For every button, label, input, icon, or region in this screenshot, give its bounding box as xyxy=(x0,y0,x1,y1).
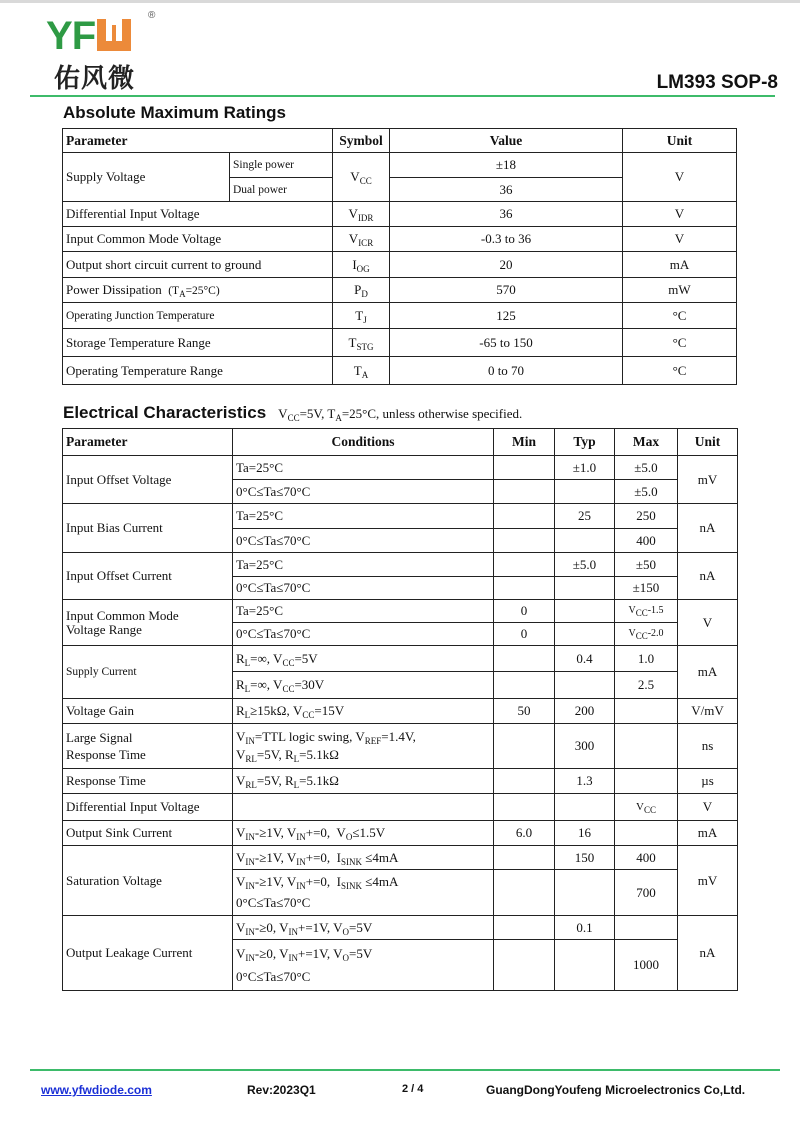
unit-cell: V xyxy=(623,202,737,227)
param-cell: Response Time xyxy=(63,769,233,794)
table-row xyxy=(63,699,738,724)
condition-cell: $V_{IN}-\ge 1V$, $V_{IN}+=0$, $V_O\le 1.5V$ xyxy=(233,821,494,846)
unit-cell: mW xyxy=(623,278,737,303)
typ-cell xyxy=(555,623,615,646)
max-cell: 250 xyxy=(615,504,678,529)
header-min: Min xyxy=(494,429,555,456)
condition-cell: Ta=25°C xyxy=(233,600,494,623)
unit-cell: nA xyxy=(678,916,738,991)
table-row xyxy=(63,504,738,529)
table-row xyxy=(63,821,738,846)
condition-cell: $V_{IN}-\ge 1V$, $V_{IN}+=0$, $I_{SINK} \le 4mA$ 0°C≤Ta≤70°C xyxy=(233,870,494,916)
param-supply-voltage: Supply Voltage xyxy=(63,153,230,202)
header-typ: Typ xyxy=(555,429,615,456)
logo-letter-y: Y xyxy=(46,14,72,58)
param-cell: Power Dissipation $(T_A=25^\circ C)$ xyxy=(63,278,333,303)
table-header-row xyxy=(63,129,737,153)
max-cell xyxy=(615,821,678,846)
min-cell xyxy=(494,870,555,916)
max-cell: 400 xyxy=(615,529,678,553)
min-cell: 0 xyxy=(494,600,555,623)
typ-cell xyxy=(555,870,615,916)
condition-cell: $V_{IN}-\ge 0$, $V_{IN}+=1V$, $V_O=5V$ 0°C≤Ta≤70°C xyxy=(233,940,494,991)
value-cell: 125 xyxy=(390,303,623,329)
param-cell: Input Common Mode Voltage xyxy=(63,227,333,252)
symbol-cell: $T_{STG}$ xyxy=(333,329,390,357)
footer-revision: Rev:2023Q1 xyxy=(247,1083,316,1097)
unit-cell: °C xyxy=(623,329,737,357)
unit-cell: V xyxy=(623,227,737,252)
typ-cell xyxy=(555,600,615,623)
symbol-vcc: $V_{CC}$ xyxy=(333,153,390,202)
value-cell: -0.3 to 36 xyxy=(390,227,623,252)
unit-cell: °C xyxy=(623,357,737,385)
min-cell xyxy=(494,480,555,504)
unit-cell: V xyxy=(678,600,738,646)
table-row xyxy=(63,846,738,870)
max-cell: 1.0 xyxy=(615,646,678,672)
min-cell xyxy=(494,794,555,821)
condition-cell: 0°C≤Ta≤70°C xyxy=(233,577,494,600)
max-cell: 1000 xyxy=(615,940,678,991)
param-cell: Operating Junction Temperature xyxy=(63,303,333,329)
unit-cell: mV xyxy=(678,456,738,504)
param-cell: Large Signal Response Time xyxy=(63,724,233,769)
min-cell xyxy=(494,504,555,529)
value-single: ±18 xyxy=(390,153,623,178)
max-cell xyxy=(615,916,678,940)
table-row xyxy=(63,600,738,623)
unit-cell: µs xyxy=(678,769,738,794)
condition-cell: Ta=25°C xyxy=(233,456,494,480)
table-row xyxy=(63,724,738,769)
elec-conditions-note: $V_{CC}=5V$, $T_A=25^\circ C$, unless otherwise specified. xyxy=(278,406,523,423)
condition-cell: $V_{IN}-\ge 0$, $V_{IN}+=1V$, $V_O=5V$ xyxy=(233,916,494,940)
min-cell xyxy=(494,916,555,940)
footer-page-number: 2 / 4 xyxy=(402,1083,424,1095)
elec-char-table xyxy=(62,428,738,991)
table-row xyxy=(63,303,737,329)
max-cell: $V_{CC}-2.0$ xyxy=(615,623,678,646)
max-cell: ±5.0 xyxy=(615,480,678,504)
condition-cell: $R_L\ge 15k\Omega$, $V_{CC}=15V$ xyxy=(233,699,494,724)
condition-cell: Ta=25°C xyxy=(233,504,494,529)
typ-cell xyxy=(555,480,615,504)
param-cell: Differential Input Voltage xyxy=(63,794,233,821)
logo-chinese-name: 佑风微 xyxy=(54,64,136,94)
table-row xyxy=(63,227,737,252)
symbol-cell: $T_A$ xyxy=(333,357,390,385)
logo-letters xyxy=(46,16,131,56)
typ-cell: 150 xyxy=(555,846,615,870)
table-row xyxy=(63,769,738,794)
min-cell xyxy=(494,724,555,769)
param-cell: Operating Temperature Range xyxy=(63,357,333,385)
table-row xyxy=(63,252,737,278)
unit-cell: mA xyxy=(678,821,738,846)
max-cell: ±5.0 xyxy=(615,456,678,480)
table-row xyxy=(63,646,738,672)
min-cell xyxy=(494,672,555,699)
unit-cell: nA xyxy=(678,553,738,600)
symbol-cell: $V_{IDR}$ xyxy=(333,202,390,227)
unit-cell: °C xyxy=(623,303,737,329)
table-row xyxy=(63,456,738,480)
footer-rule xyxy=(30,1069,780,1071)
typ-cell: ±1.0 xyxy=(555,456,615,480)
typ-cell: 16 xyxy=(555,821,615,846)
abs-max-table xyxy=(62,128,737,385)
elec-char-title xyxy=(63,403,522,423)
header-parameter: Parameter xyxy=(63,129,333,153)
max-cell: ±50 xyxy=(615,553,678,577)
value-cell: -65 to 150 xyxy=(390,329,623,357)
typ-cell xyxy=(555,794,615,821)
condition-cell: $V_{IN}-\ge 1V$, $V_{IN}+=0$, $I_{SINK} \le 4mA$ xyxy=(233,846,494,870)
table-row xyxy=(63,553,738,577)
table-row xyxy=(63,153,737,178)
condition-cell: 0°C≤Ta≤70°C xyxy=(233,529,494,553)
param-cell: Storage Temperature Range xyxy=(63,329,333,357)
symbol-cell: $P_D$ xyxy=(333,278,390,303)
sub-single-power: Single power xyxy=(230,153,333,178)
condition-cell: $V_{RL}=5V$, $R_L=5.1k\Omega$ xyxy=(233,769,494,794)
typ-cell: 300 xyxy=(555,724,615,769)
header-unit: Unit xyxy=(678,429,738,456)
max-cell: 700 xyxy=(615,870,678,916)
value-dual: 36 xyxy=(390,178,623,202)
table-header-row xyxy=(63,429,738,456)
param-cell: Saturation Voltage xyxy=(63,846,233,916)
header-symbol: Symbol xyxy=(333,129,390,153)
header-parameter: Parameter xyxy=(63,429,233,456)
max-cell xyxy=(615,769,678,794)
value-cell: 36 xyxy=(390,202,623,227)
table-row xyxy=(63,202,737,227)
value-cell: 570 xyxy=(390,278,623,303)
param-cell: Output short circuit current to ground xyxy=(63,252,333,278)
symbol-cell: $I_{OG}$ xyxy=(333,252,390,278)
footer-company: GuangDongYoufeng Microelectronics Co,Ltd. xyxy=(486,1083,746,1097)
param-cell: Input Offset Current xyxy=(63,553,233,600)
symbol-cell: $T_J$ xyxy=(333,303,390,329)
header-max: Max xyxy=(615,429,678,456)
max-cell xyxy=(615,699,678,724)
max-cell: $V_{CC}-1.5$ xyxy=(615,600,678,623)
typ-cell: 0.4 xyxy=(555,646,615,672)
min-cell xyxy=(494,940,555,991)
footer-website[interactable] xyxy=(41,1083,152,1097)
condition-cell: Ta=25°C xyxy=(233,553,494,577)
condition-cell: 0°C≤Ta≤70°C xyxy=(233,623,494,646)
typ-cell xyxy=(555,672,615,699)
condition-cell: $R_L=\infty$, $V_{CC}=5V$ xyxy=(233,646,494,672)
typ-cell: 0.1 xyxy=(555,916,615,940)
param-cell: Supply Current xyxy=(63,646,233,699)
header-unit: Unit xyxy=(623,129,737,153)
sub-dual-power: Dual power xyxy=(230,178,333,202)
website-link[interactable]: www.yfwdiode.com xyxy=(41,1083,152,1097)
unit-cell: mA xyxy=(623,252,737,278)
param-cell: Input Offset Voltage xyxy=(63,456,233,504)
param-cell: Input Common Mode Voltage Range xyxy=(63,600,233,646)
unit-cell: V xyxy=(678,794,738,821)
min-cell xyxy=(494,529,555,553)
typ-cell: ±5.0 xyxy=(555,553,615,577)
unit-cell: V/mV xyxy=(678,699,738,724)
document-title: LM393 SOP-8 xyxy=(656,72,778,93)
condition-cell: $R_L=\infty$, $V_{CC}=30V$ xyxy=(233,672,494,699)
condition-cell: 0°C≤Ta≤70°C xyxy=(233,480,494,504)
typ-cell xyxy=(555,529,615,553)
min-cell xyxy=(494,577,555,600)
logo-letter-f: F xyxy=(71,14,96,58)
min-cell: 50 xyxy=(494,699,555,724)
table-row xyxy=(63,916,738,940)
param-cell: Output Sink Current xyxy=(63,821,233,846)
param-cell: Input Bias Current xyxy=(63,504,233,553)
typ-cell: 200 xyxy=(555,699,615,724)
unit-cell: mA xyxy=(678,646,738,699)
unit-cell: ns xyxy=(678,724,738,769)
header-rule xyxy=(30,95,775,97)
table-row xyxy=(63,329,737,357)
typ-cell xyxy=(555,940,615,991)
param-cell: Output Leakage Current xyxy=(63,916,233,991)
logo-w-mark-icon xyxy=(97,19,131,51)
min-cell: 0 xyxy=(494,623,555,646)
abs-max-title: Absolute Maximum Ratings xyxy=(63,103,286,122)
top-border xyxy=(0,0,800,3)
table-row xyxy=(63,794,738,821)
min-cell xyxy=(494,456,555,480)
typ-cell xyxy=(555,577,615,600)
table-row xyxy=(63,278,737,303)
table-row xyxy=(63,357,737,385)
unit-supply: V xyxy=(623,153,737,202)
elec-title-text: Electrical Characteristics xyxy=(63,403,267,422)
unit-cell: nA xyxy=(678,504,738,553)
min-cell: 6.0 xyxy=(494,821,555,846)
yfw-logo xyxy=(46,10,166,94)
max-cell: $V_{CC}$ xyxy=(615,794,678,821)
symbol-cell: $V_{ICR}$ xyxy=(333,227,390,252)
min-cell xyxy=(494,646,555,672)
param-cell: Voltage Gain xyxy=(63,699,233,724)
unit-cell: mV xyxy=(678,846,738,916)
max-cell: 2.5 xyxy=(615,672,678,699)
registered-mark: ® xyxy=(148,10,156,21)
max-cell xyxy=(615,724,678,769)
typ-cell: 25 xyxy=(555,504,615,529)
min-cell xyxy=(494,769,555,794)
typ-cell: 1.3 xyxy=(555,769,615,794)
min-cell xyxy=(494,553,555,577)
param-cell: Differential Input Voltage xyxy=(63,202,333,227)
value-cell: 0 to 70 xyxy=(390,357,623,385)
value-cell: 20 xyxy=(390,252,623,278)
header-conditions: Conditions xyxy=(233,429,494,456)
max-cell: 400 xyxy=(615,846,678,870)
min-cell xyxy=(494,846,555,870)
condition-cell: $V_{IN}=TTL$ logic swing, $V_{REF}=1.4V$, $V_{RL}=5V$, $R_L=5.1k\Omega$ xyxy=(233,724,494,769)
condition-cell xyxy=(233,794,494,821)
max-cell: ±150 xyxy=(615,577,678,600)
header-value: Value xyxy=(390,129,623,153)
